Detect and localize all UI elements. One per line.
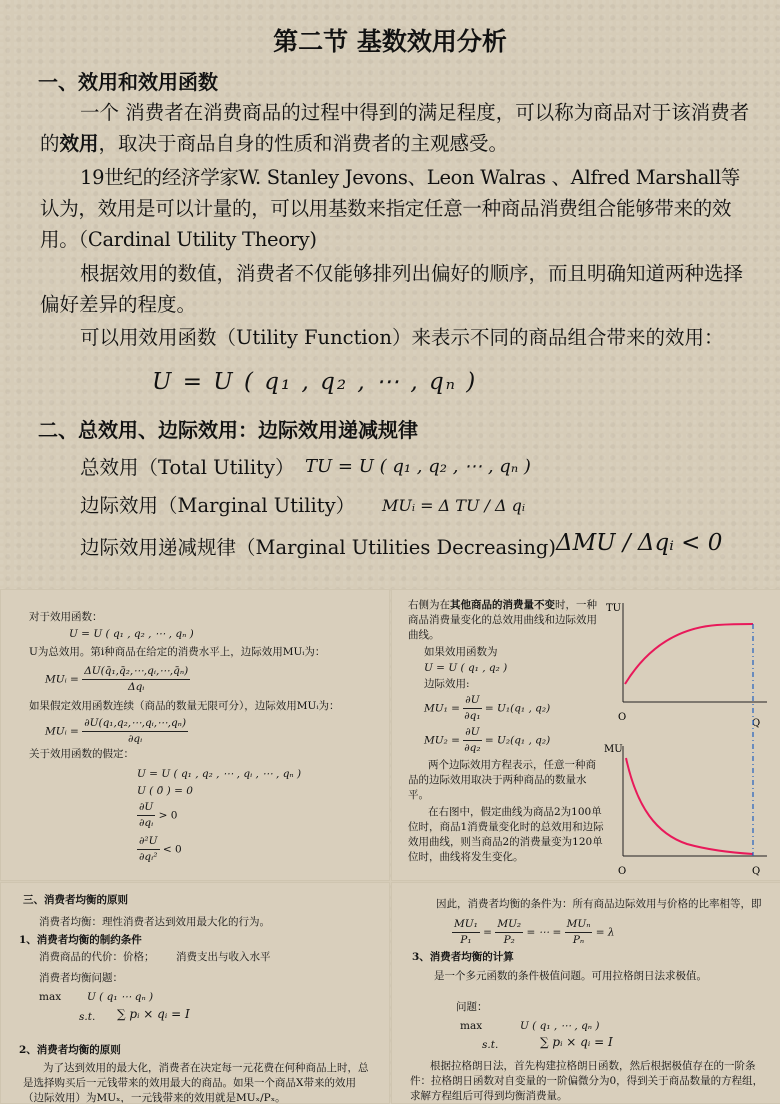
pa-mu2-num: ∂U(q₁,q₂,⋯,qᵢ,⋯,qₙ)	[82, 716, 188, 732]
pa-line1: 对于效用函数：	[29, 611, 103, 623]
pc-line1: 消费者均衡：理性消费者达到效用最大化的行为。	[39, 916, 270, 928]
pa-line5: 关于效用函数的假定：	[29, 748, 134, 760]
section2-heading: 二、总效用、边际效用：边际效用递减规律	[38, 418, 418, 442]
pb-mu2-lhs: MU₂ =	[424, 734, 460, 747]
pd-st-eq: ∑ pᵢ × qᵢ = I	[540, 1035, 613, 1049]
pb-mu2	[424, 725, 550, 756]
p1-text-b: ，取决于商品自身的性质和消费者的主观感受。	[98, 132, 509, 155]
paragraph-preference: 根据效用的数值，消费者不仅能够排列出偏好的顺序，而且明确知道两种选择偏好差异的程度。	[40, 262, 744, 316]
pb-line2: 如果效用函数为	[424, 646, 498, 658]
pc-max-eq: U ( q₁ ⋯ qₙ )	[87, 991, 154, 1003]
page-title: 第二节 基数效用分析	[273, 27, 507, 56]
pc-heading2: 2、消费者均衡的原则	[19, 1044, 121, 1056]
pa-mu2-lhs: MUᵢ =	[45, 725, 79, 738]
mu-origin: O	[618, 866, 627, 877]
pb-mu1-den: ∂q₁	[464, 710, 481, 722]
pb-intro-a: 右侧为在	[408, 599, 450, 611]
pd-line2: 是一个多元函数的条件极值问题。可用拉格朗日法求极值。	[434, 970, 707, 982]
diminishing-law-label: 边际效用递减规律（Marginal Utilities Decreasing)	[80, 536, 557, 559]
section1-heading: 一、效用和效用函数	[38, 70, 218, 94]
paragraph-utility-function: 可以用效用函数（Utility Function）来表示不同的商品组合带来的效用：	[80, 326, 724, 349]
pd-line4: 根据拉格朗日法，首先构建拉格朗日函数，然后根据极值存在的一阶条件：拉格朗日函数对自变量的一阶偏微分为0，得到关于商品数量的方程组，求解方程组后可得到均衡消费量。	[410, 1060, 764, 1102]
pd-dots: = ⋯ =	[526, 926, 562, 939]
pa-line4: 如果假定效用函数连续（商品的数量无限可分），边际效用MUᵢ为：	[29, 700, 340, 712]
pd-lambda: = λ	[595, 926, 615, 939]
tu-q-label: Q	[752, 718, 761, 729]
pd-st: s.t.	[482, 1039, 499, 1051]
tu-mu-graphs	[602, 598, 772, 878]
tu-axis-label: TU	[606, 603, 622, 614]
pb-mu2-num: ∂U	[463, 725, 481, 741]
pa-a4-den: ∂qᵢ²	[139, 851, 158, 863]
pb-mu1-lhs: MU₁ =	[424, 702, 460, 715]
pa-line3: U为总效用。第i种商品在给定的消费水平上，边际效用MUᵢ为：	[29, 646, 326, 658]
pa-assumption2: U ( 0̄ ) = 0	[137, 785, 193, 797]
pd-line1: 因此，消费者均衡的条件为：所有商品边际效用与价格的比率相等，即	[436, 898, 762, 910]
pd-max-eq: U ( q₁ , ⋯ , qₙ )	[520, 1020, 600, 1032]
pb-mu1-rhs: = U₁(q₁ , q₂)	[484, 702, 551, 715]
pa-mu-continuous	[45, 716, 188, 747]
pc-line2a: 消费商品的代价：价格；	[39, 951, 155, 963]
pc-heading1: 1、消费者均衡的制约条件	[19, 934, 142, 946]
pa-assumption4	[137, 834, 182, 865]
pa-mu2-den: ∂qᵢ	[127, 733, 143, 745]
pc-line2b: 消费支出与收入水平	[176, 951, 271, 963]
pb-intro-bold: 其他商品的消费量不变	[450, 599, 555, 611]
panel-tu-mu-curves	[391, 589, 780, 881]
marginal-utility-label: 边际效用（Marginal Utility）	[80, 494, 356, 517]
total-utility-equation: TU = U ( q₁ , q₂ , ⋯ , qₙ )	[305, 456, 531, 477]
pa-a4-num: ∂²U	[137, 834, 160, 850]
pa-mu-lhs: MUᵢ =	[45, 673, 79, 686]
pb-intro-b: 时，一种商品消费量变化的总效用曲线和边际效用曲线。	[408, 599, 597, 641]
pa-mu-discrete	[45, 664, 190, 695]
tu-origin: O	[618, 712, 627, 723]
mu-curve	[626, 758, 753, 854]
pd-f3-num: MUₙ	[565, 917, 593, 933]
pa-mu-den: Δqᵢ	[127, 681, 145, 693]
diminishing-law-equation: ΔMU / Δqᵢ < 0	[556, 530, 723, 556]
p1-bold: 效用	[59, 132, 99, 155]
pb-mu1	[424, 693, 550, 724]
pc-st: s.t.	[79, 1011, 96, 1023]
panel-consumer-equilibrium	[0, 882, 390, 1104]
pa-a3-den: ∂qᵢ	[139, 817, 154, 829]
pa-utility-eq: U = U ( q₁ , q₂ , ⋯ , qₙ )	[69, 628, 194, 640]
pb-line3: U = U ( q₁ , q₂ )	[424, 662, 508, 674]
panel-marginal-utility-def	[0, 589, 390, 881]
pb-intro	[408, 598, 604, 643]
pd-f3-den: Pₙ	[572, 934, 585, 946]
pa-mu-num: ΔU(q̄₁,q̄₂,⋯,qᵢ,⋯,q̄ₙ)	[82, 664, 190, 680]
panel-equilibrium-calculation	[391, 882, 780, 1104]
paragraph-cardinal: 19世纪的经济学家W. Stanley Jevons、Leon Walras 、Alfred Marshall等认为，效用是可以计量的，可以用基数来指定任意一种商品消费组合能够带来的效用。（Cardinal Utility Theory)	[40, 166, 741, 251]
pa-assumption1: U = U ( q₁ , q₂ , ⋯ , qᵢ , ⋯ , qₙ )	[137, 768, 302, 780]
utility-equation: U = U ( q₁ , q₂ , ⋯ , qₙ )	[152, 369, 478, 395]
pc-line4: 为了达到效用的最大化，消费者在决定每一元花费在何种商品上时，总是选择购买后一元钱带来的效用最大的商品。如果一个商品X带来的效用（边际效用）为MUₓ，一元钱带来的效用就是MUₓ/Pₓ。	[23, 1062, 369, 1104]
pd-f1-den: P₁	[460, 934, 472, 946]
pb-line4: 边际效用:	[424, 678, 470, 690]
pc-heading: 三、消费者均衡的原则	[23, 894, 128, 906]
pc-st-eq: ∑ pᵢ × qᵢ = I	[117, 1007, 190, 1021]
pd-equal-ratio: $\frac{\text{MU₁}}{\text{P₁}}$ = $\frac{\text{MU₂}}{\text{P₂}}$ = ⋯ = $\frac{\text{MUₙ}}{\text{Pₙ}}$ = λ	[454, 918, 615, 946]
pc-line3: 消费者均衡问题：	[39, 972, 123, 984]
pc-max: max	[39, 991, 62, 1003]
pd-f2-num: MU₂	[495, 917, 523, 933]
total-utility-label: 总效用（Total Utility）	[80, 456, 295, 479]
mu-q-label: Q	[752, 866, 761, 877]
pa-a4-rel: < 0	[162, 843, 182, 856]
pd-f2-den: P₂	[503, 934, 515, 946]
p1-text-a: 一个 消费者在消费商品的过程中得到的满足程度，可以称为商品对于该消费者的	[40, 101, 750, 155]
paragraph-utility-definition	[40, 97, 752, 159]
pb-para2: 两个边际效用方程表示，任意一种商品的边际效用取决于两种商品的数量水平。	[408, 759, 596, 801]
pd-heading3: 3、消费者均衡的计算	[412, 951, 514, 963]
marginal-utility-equation: MUᵢ = Δ TU / Δ qᵢ	[382, 496, 526, 515]
pd-max: max	[460, 1020, 483, 1032]
pb-mu2-den: ∂q₂	[464, 742, 481, 754]
pa-a3-rel: > 0	[158, 809, 178, 822]
pa-assumption3	[137, 800, 177, 831]
mu-axis-label: MU	[604, 744, 623, 755]
pb-mu1-num: ∂U	[463, 693, 481, 709]
pa-a3-num: ∂U	[137, 800, 155, 816]
pd-line3: 问题：	[456, 1001, 488, 1013]
pb-mu2-rhs: = U₂(q₁ , q₂)	[484, 734, 551, 747]
pd-f1-num: MU₁	[452, 917, 480, 933]
tu-curve	[625, 624, 753, 684]
pb-para3: 在右图中，假定曲线为商品2为100单位时，商品1消费量变化时的总效用和边际效用曲线，则当商品2的消费量变为120单位时，曲线将发生变化。	[408, 806, 604, 863]
